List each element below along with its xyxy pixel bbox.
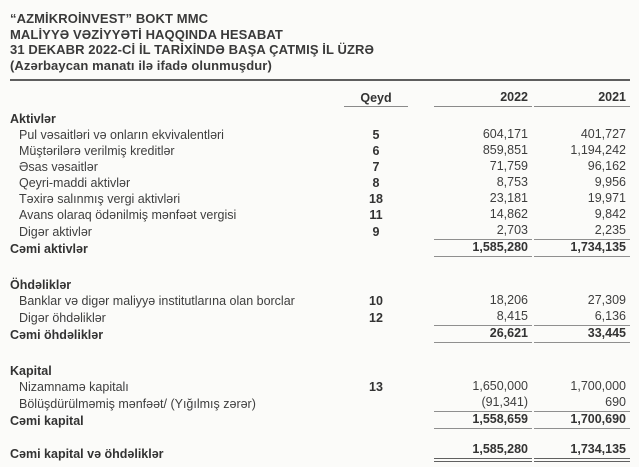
document-currency-note: (Azərbaycan manatı ilə ifadə olunmuşdur)	[10, 57, 272, 73]
total-value-2022: 26,621	[434, 326, 532, 343]
row-value-2021: 1,194,242	[570, 143, 626, 157]
grand-total-value-2021: 1,734,135	[534, 442, 630, 462]
row-note: 7	[372, 160, 380, 174]
section-gap	[10, 257, 630, 273]
row-value-2022: 604,171	[482, 127, 528, 141]
total-value-2021: 1,700,690	[534, 412, 630, 429]
table-row	[10, 127, 630, 143]
row-value-2022: 18,206	[489, 293, 528, 307]
row-note: 6	[372, 144, 380, 158]
row-value-2021: 6,136	[534, 309, 630, 326]
row-label: Qeyri-maddi aktivlər	[19, 176, 131, 190]
row-note: 13	[369, 380, 383, 394]
total-value-2021: 33,445	[534, 326, 630, 343]
row-label: Bölüşdürülməmiş mənfəət/ (Yığılmış zərər)	[19, 397, 256, 411]
grand-total-label: Cəmi kapital və öhdəliklər	[10, 447, 164, 461]
table-row	[10, 309, 630, 326]
table-row	[10, 379, 630, 395]
row-value-2022: 14,862	[489, 207, 528, 221]
row-value-2022: 71,759	[489, 159, 528, 173]
row-value-2021: 2,235	[534, 223, 630, 240]
grand-total-row	[10, 442, 630, 462]
row-label: Əsas vəsaitlər	[19, 160, 98, 174]
total-value-2021: 1,734,135	[534, 240, 630, 257]
row-note: 11	[369, 208, 383, 222]
row-value-2021: 9,956	[594, 175, 626, 189]
total-value-2022: 1,558,659	[434, 412, 532, 429]
section-heading-assets-row	[10, 107, 630, 127]
row-label: Müştərilərə verilmiş kreditlər	[19, 144, 175, 158]
document-period: 31 DEKABR 2022-Cİ İL TARİXİNDƏ BAŞA ÇATMIŞ İL ÜZRƏ	[10, 42, 375, 57]
row-note: 5	[372, 128, 380, 142]
row-label: Pul vəsaitləri və onların ekvivalentləri	[19, 128, 224, 142]
total-value-2022: 1,585,280	[434, 240, 532, 257]
row-value-2021: 96,162	[587, 159, 626, 173]
section-gap	[10, 429, 630, 442]
section-heading-capital: Kapital	[10, 364, 52, 378]
row-value-2021: 9,842	[594, 207, 626, 221]
row-label: Təxirə salınmış vergi aktivləri	[19, 192, 181, 206]
table-row	[10, 223, 630, 240]
row-value-2022: 1,650,000	[472, 379, 528, 393]
row-value-2021: 19,971	[587, 191, 626, 205]
row-note: 8	[372, 176, 380, 190]
table-row	[10, 293, 630, 309]
section-heading-capital-row	[10, 359, 630, 379]
table-row	[10, 143, 630, 159]
row-value-2022: (91,341)	[434, 395, 532, 412]
document-report-name: MALİYYƏ VƏZİYYƏTİ HAQQINDA HESABAT	[10, 26, 283, 42]
row-value-2021: 690	[534, 395, 630, 412]
row-note: 10	[369, 294, 383, 308]
row-value-2022: 23,181	[489, 191, 528, 205]
row-value-2022: 2,703	[434, 223, 532, 240]
total-row-assets	[10, 240, 630, 257]
row-label: Digər aktivlər	[19, 225, 92, 239]
column-header-note: Qeyd	[344, 91, 408, 107]
table-row	[10, 191, 630, 207]
row-label: Banklar və digər maliyyə institutlarına olan borclar	[19, 294, 295, 308]
row-label: Avans olaraq ödənilmiş mənfəət vergisi	[19, 208, 237, 222]
total-label: Cəmi öhdəliklər	[10, 328, 104, 342]
total-label: Cəmi aktivlər	[10, 242, 88, 256]
total-row-liabilities	[10, 326, 630, 343]
row-value-2021: 1,700,000	[570, 379, 626, 393]
table-row	[10, 159, 630, 175]
row-note: 12	[369, 311, 383, 325]
row-value-2022: 8,753	[496, 175, 528, 189]
document-header	[10, 11, 630, 73]
balance-sheet-table	[10, 81, 630, 462]
row-note: 9	[372, 225, 380, 239]
total-row-capital	[10, 412, 630, 429]
column-header-2021: 2021	[534, 90, 630, 107]
table-row	[10, 175, 630, 191]
row-value-2021: 401,727	[580, 127, 626, 141]
document-title: “AZMİKROİNVEST” BOKT MMC	[10, 11, 209, 26]
total-label: Cəmi kapital	[10, 414, 84, 428]
column-header-2022: 2022	[434, 90, 532, 107]
section-heading-liabilities: Öhdəliklər	[10, 278, 72, 292]
table-row	[10, 395, 630, 412]
grand-total-value-2022: 1,585,280	[434, 442, 532, 462]
section-heading-assets: Aktivlər	[10, 112, 56, 126]
section-heading-liabilities-row	[10, 273, 630, 293]
section-gap	[10, 343, 630, 359]
row-note: 18	[369, 192, 383, 206]
row-value-2021: 27,309	[587, 293, 626, 307]
row-label: Digər öhdəliklər	[19, 311, 106, 325]
column-header-row	[10, 81, 630, 107]
row-value-2022: 8,415	[434, 309, 532, 326]
row-value-2022: 859,851	[482, 143, 528, 157]
row-label: Nizamnamə kapitalı	[19, 380, 129, 394]
table-row	[10, 207, 630, 223]
